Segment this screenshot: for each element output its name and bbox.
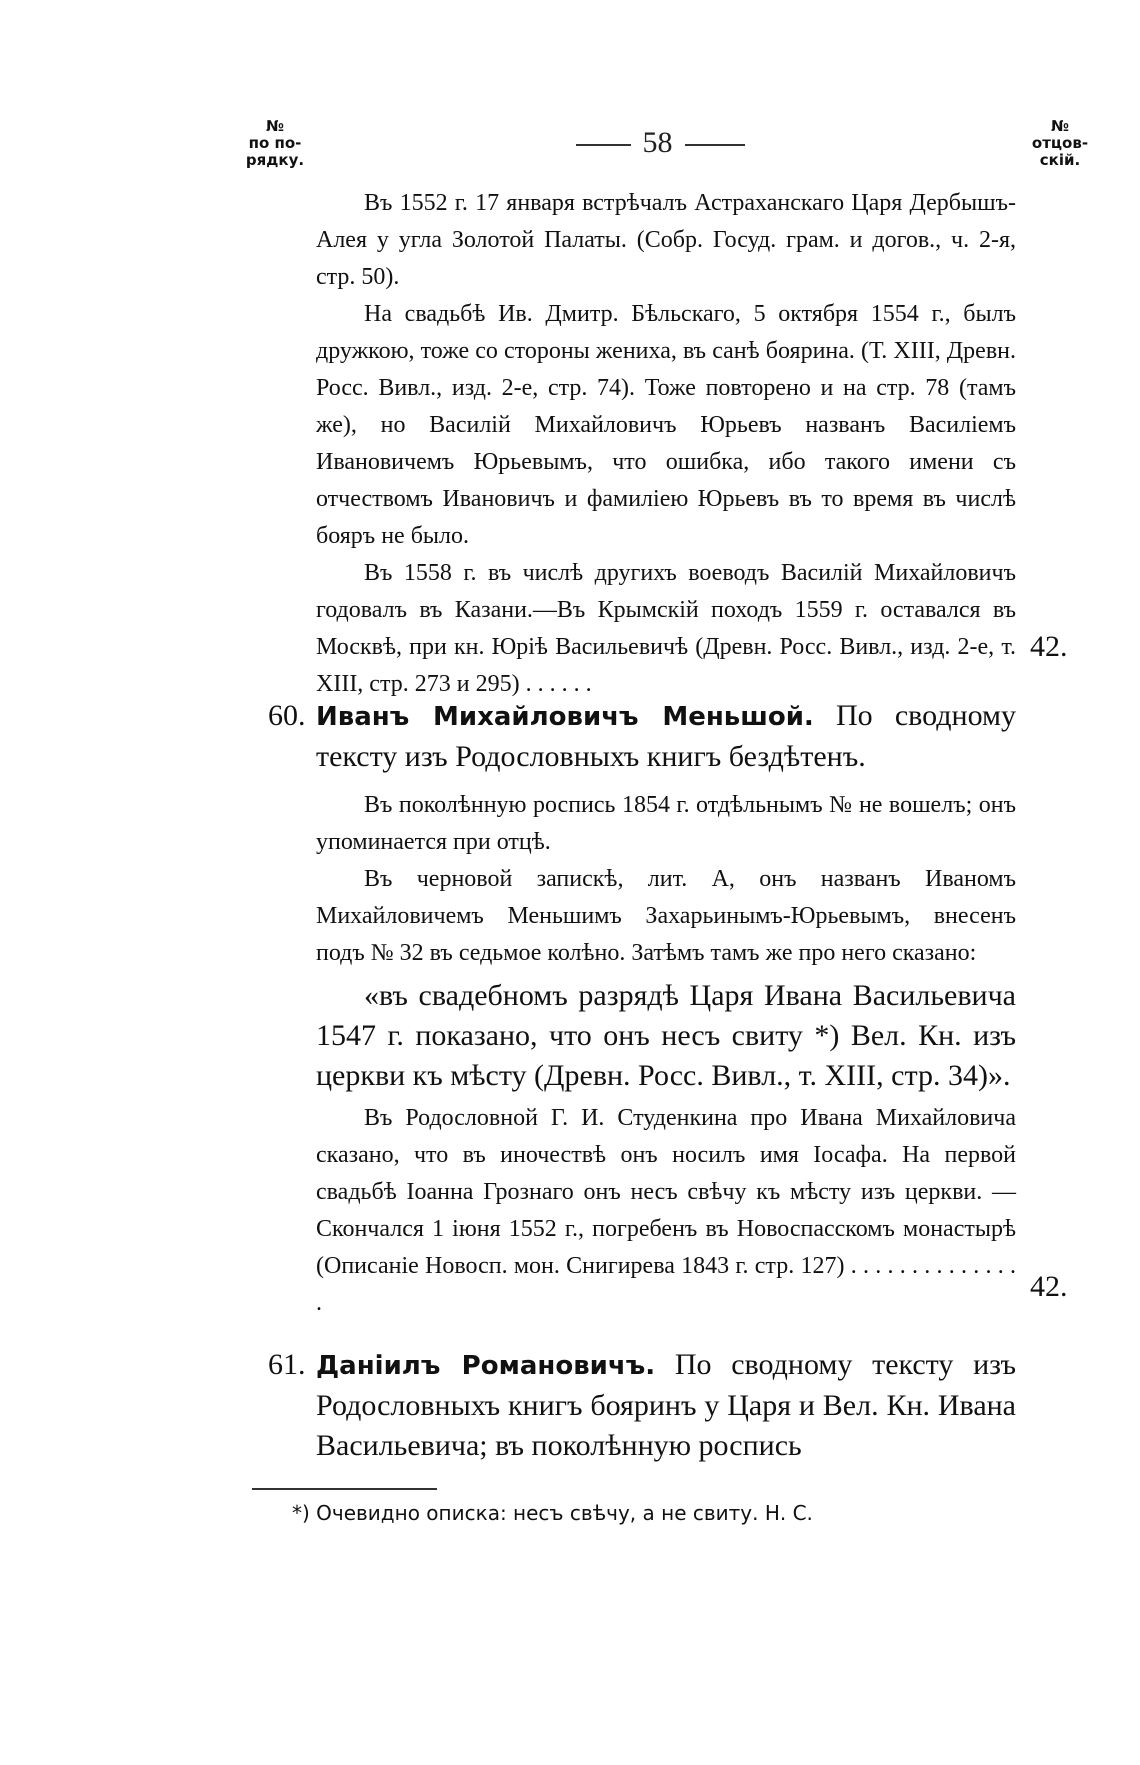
footnote-divider [252,1488,437,1490]
header-left-column-label [230,118,320,169]
paragraph: Въ Родословной Г. И. Студенкина про Ивана Михайловича сказано, что въ иночествѣ онъ носилъ имя Іосафа. На первой свадьбѣ Іоанна Грознаго онъ несъ свѣчу къ мѣсту изъ церкви. — Скончался 1 іюня 1552 г., погребенъ въ Новоспасскомъ монастырѣ (Описаніе Новосп. мон. Снигирева 1843 г. стр. 127) . . . . . . . . . . . . . . . [316,1105,1016,1316]
footnote: *) Очевидно описка: несъ свѣчу, а не свиту. Н. С. [292,1501,813,1525]
person-name: Иванъ Михайловичъ Меньшой. [316,702,814,732]
entry-number: 61. [268,1348,306,1381]
person-name: Даніилъ Романовичъ. [316,1351,656,1381]
page-number-line [560,126,760,160]
paragraph: На свадьбѣ Ив. Дмитр. Бѣльскаго, 5 октября 1554 г., былъ дружкою, тоже со стороны жениха, въ санѣ боярина. (Т. XIII, Древн. Росс. Вивл., изд. 2-е, стр. 74). Тоже повторено и на стр. 78 (тамъ же), но Василій Михайловичъ Юрьевъ названъ Василіемъ Ивановичемъ Юрьевымъ, что ошибка, ибо такого имени съ отчествомъ Ивановичъ и фамиліею Юрьевъ въ то время въ числѣ бояръ не было. [316,301,1016,549]
header-left-line: по по- [248,134,302,152]
entry-intro: По сводному тексту изъ Родословныхъ книгъ бояринъ у Царя и Вел. Кн. Ивана Васильевича; въ поколѣнную роспись [316,1348,1016,1462]
paragraph: Въ поколѣнную роспись 1854 г. отдѣльнымъ № не вошелъ; онъ упоминается при отцѣ. [316,792,1016,855]
header-left-line: № [265,117,285,135]
paragraph: Въ 1558 г. въ числѣ другихъ воеводъ Василій Михайловичъ годовалъ въ Казани.—Въ Крымскій походъ 1559 г. оставался въ Москвѣ, при кн. Юріѣ Васильевичѣ (Древн. Росс. Вивл., изд. 2-е, т. XIII, стр. 273 и 295) . . . . . . [316,560,1016,697]
header-right-line: № [1050,117,1070,135]
header-right-line: скій. [1039,151,1081,169]
page-number: 58 [642,126,673,159]
page-number-dash-right [685,144,745,146]
header-right-line: отцов- [1031,134,1089,152]
entry-61 [316,1345,1016,1466]
paragraph: Въ 1552 г. 17 января встрѣчалъ Астраханскаго Царя Дербышъ-Алея у угла Золотой Палаты. (Собр. Госуд. грам. и догов., ч. 2-я, стр. 50). [316,190,1016,290]
entry-heading [316,1345,1016,1466]
entry-60 [316,696,1016,1322]
entry-heading [316,696,1016,777]
entry-59-continuation [316,185,1016,703]
father-reference-number: 42. [1030,630,1068,663]
header-right-column-label [1025,118,1095,169]
paragraph: Въ черновой запискѣ, лит. А, онъ названъ Иваномъ Михайловичемъ Меньшимъ Захарьинымъ-Юрьевымъ, внесенъ подъ № 32 въ седьмое колѣно. Затѣмъ тамъ же про него сказано: [316,866,1016,966]
page-number-dash-left [576,144,631,146]
quotation: «въ свадебномъ разрядѣ Царя Ивана Васильевича 1547 г. показано, что онъ несъ свиту *) Вел. Кн. изъ церкви къ мѣсту (Древн. Росс. Вивл., т. XIII, стр. 34)». [316,979,1016,1092]
entry-intro: По сводному тексту изъ Родословныхъ книгъ бездѣтенъ. [316,699,1016,773]
entry-number: 60. [268,699,306,732]
father-reference-number: 42. [1030,1270,1068,1303]
header-left-line: рядку. [245,151,305,169]
